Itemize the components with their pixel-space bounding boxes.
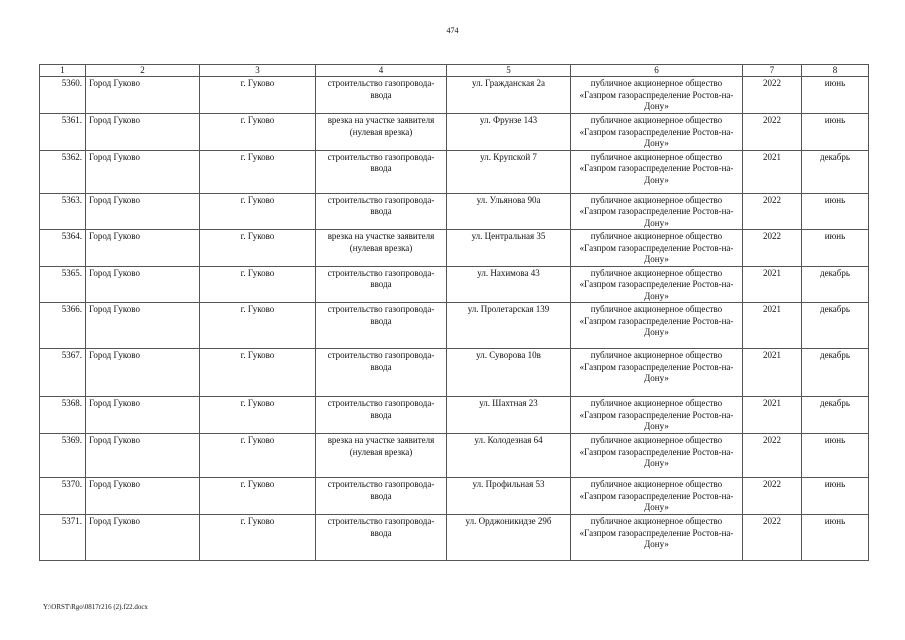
municipality-cell: Город Гуково bbox=[86, 230, 200, 267]
settlement-cell: г. Гуково bbox=[200, 150, 316, 193]
row-number: 5363. bbox=[40, 193, 86, 230]
address-cell: ул. Нахимова 43 bbox=[447, 266, 571, 303]
organization-cell: публичное акционерное общество «Газпром газораспределение Ростов-на-Дону» bbox=[571, 114, 743, 151]
month-cell: июнь bbox=[802, 77, 869, 114]
month-cell: декабрь bbox=[802, 303, 869, 349]
work-type-cell: строительство газопровода-ввода bbox=[316, 303, 447, 349]
year-cell: 2022 bbox=[743, 434, 802, 478]
work-type-cell: врезка на участке заявителя (нулевая врезка) bbox=[316, 114, 447, 151]
year-cell: 2021 bbox=[743, 397, 802, 434]
address-cell: ул. Ульянова 90а bbox=[447, 193, 571, 230]
registry-table bbox=[39, 64, 869, 561]
table-row bbox=[40, 434, 869, 478]
municipality-cell: Город Гуково bbox=[86, 114, 200, 151]
settlement-cell: г. Гуково bbox=[200, 230, 316, 267]
column-header: 8 bbox=[802, 65, 869, 77]
table-row bbox=[40, 349, 869, 397]
municipality-cell: Город Гуково bbox=[86, 478, 200, 515]
column-header: 3 bbox=[200, 65, 316, 77]
address-cell: ул. Пролетарская 139 bbox=[447, 303, 571, 349]
row-number: 5361. bbox=[40, 114, 86, 151]
address-cell: ул. Профильная 53 bbox=[447, 478, 571, 515]
municipality-cell: Город Гуково bbox=[86, 397, 200, 434]
month-cell: июнь bbox=[802, 515, 869, 561]
table-row bbox=[40, 77, 869, 114]
settlement-cell: г. Гуково bbox=[200, 515, 316, 561]
column-header: 4 bbox=[316, 65, 447, 77]
address-cell: ул. Центральная 35 bbox=[447, 230, 571, 267]
organization-cell: публичное акционерное общество «Газпром газораспределение Ростов-на-Дону» bbox=[571, 478, 743, 515]
table-row bbox=[40, 515, 869, 561]
row-number: 5369. bbox=[40, 434, 86, 478]
month-cell: июнь bbox=[802, 478, 869, 515]
year-cell: 2021 bbox=[743, 266, 802, 303]
row-number: 5370. bbox=[40, 478, 86, 515]
row-number: 5360. bbox=[40, 77, 86, 114]
work-type-cell: строительство газопровода-ввода bbox=[316, 349, 447, 397]
work-type-cell: строительство газопровода-ввода bbox=[316, 77, 447, 114]
month-cell: июнь bbox=[802, 434, 869, 478]
footer-file-path: Y:\ORST\Rgo\0817r216 (2).f22.docx bbox=[43, 603, 148, 611]
table-row bbox=[40, 303, 869, 349]
work-type-cell: врезка на участке заявителя (нулевая врезка) bbox=[316, 434, 447, 478]
organization-cell: публичное акционерное общество «Газпром газораспределение Ростов-на-Дону» bbox=[571, 434, 743, 478]
row-number: 5365. bbox=[40, 266, 86, 303]
table-row bbox=[40, 150, 869, 193]
organization-cell: публичное акционерное общество «Газпром газораспределение Ростов-на-Дону» bbox=[571, 349, 743, 397]
row-number: 5366. bbox=[40, 303, 86, 349]
header-row bbox=[40, 65, 869, 77]
year-cell: 2021 bbox=[743, 150, 802, 193]
work-type-cell: строительство газопровода-ввода bbox=[316, 397, 447, 434]
address-cell: ул. Крупской 7 bbox=[447, 150, 571, 193]
year-cell: 2022 bbox=[743, 193, 802, 230]
row-number: 5368. bbox=[40, 397, 86, 434]
month-cell: июнь bbox=[802, 230, 869, 267]
municipality-cell: Город Гуково bbox=[86, 434, 200, 478]
address-cell: ул. Гражданская 2а bbox=[447, 77, 571, 114]
settlement-cell: г. Гуково bbox=[200, 478, 316, 515]
table-row bbox=[40, 266, 869, 303]
work-type-cell: строительство газопровода-ввода bbox=[316, 515, 447, 561]
work-type-cell: строительство газопровода-ввода bbox=[316, 193, 447, 230]
address-cell: ул. Колодезная 64 bbox=[447, 434, 571, 478]
address-cell: ул. Фрунзе 143 bbox=[447, 114, 571, 151]
column-header: 5 bbox=[447, 65, 571, 77]
year-cell: 2021 bbox=[743, 303, 802, 349]
organization-cell: публичное акционерное общество «Газпром газораспределение Ростов-на-Дону» bbox=[571, 303, 743, 349]
page-number: 474 bbox=[446, 26, 459, 35]
row-number: 5362. bbox=[40, 150, 86, 193]
month-cell: декабрь bbox=[802, 266, 869, 303]
municipality-cell: Город Гуково bbox=[86, 266, 200, 303]
municipality-cell: Город Гуково bbox=[86, 77, 200, 114]
month-cell: июнь bbox=[802, 193, 869, 230]
organization-cell: публичное акционерное общество «Газпром газораспределение Ростов-на-Дону» bbox=[571, 515, 743, 561]
organization-cell: публичное акционерное общество «Газпром газораспределение Ростов-на-Дону» bbox=[571, 266, 743, 303]
row-number: 5371. bbox=[40, 515, 86, 561]
organization-cell: публичное акционерное общество «Газпром газораспределение Ростов-на-Дону» bbox=[571, 230, 743, 267]
year-cell: 2022 bbox=[743, 478, 802, 515]
municipality-cell: Город Гуково bbox=[86, 515, 200, 561]
settlement-cell: г. Гуково bbox=[200, 303, 316, 349]
work-type-cell: строительство газопровода-ввода bbox=[316, 266, 447, 303]
municipality-cell: Город Гуково bbox=[86, 349, 200, 397]
settlement-cell: г. Гуково bbox=[200, 434, 316, 478]
month-cell: декабрь bbox=[802, 397, 869, 434]
month-cell: декабрь bbox=[802, 150, 869, 193]
row-number: 5367. bbox=[40, 349, 86, 397]
work-type-cell: строительство газопровода-ввода bbox=[316, 150, 447, 193]
organization-cell: публичное акционерное общество «Газпром газораспределение Ростов-на-Дону» bbox=[571, 193, 743, 230]
year-cell: 2022 bbox=[743, 515, 802, 561]
year-cell: 2022 bbox=[743, 114, 802, 151]
table-row bbox=[40, 193, 869, 230]
table-row bbox=[40, 114, 869, 151]
month-cell: июнь bbox=[802, 114, 869, 151]
table-row bbox=[40, 397, 869, 434]
month-cell: декабрь bbox=[802, 349, 869, 397]
year-cell: 2022 bbox=[743, 230, 802, 267]
table-row bbox=[40, 230, 869, 267]
organization-cell: публичное акционерное общество «Газпром газораспределение Ростов-на-Дону» bbox=[571, 77, 743, 114]
municipality-cell: Город Гуково bbox=[86, 150, 200, 193]
work-type-cell: строительство газопровода-ввода bbox=[316, 478, 447, 515]
address-cell: ул. Шахтная 23 bbox=[447, 397, 571, 434]
year-cell: 2021 bbox=[743, 349, 802, 397]
column-header: 7 bbox=[743, 65, 802, 77]
column-header: 2 bbox=[86, 65, 200, 77]
column-header: 6 bbox=[571, 65, 743, 77]
municipality-cell: Город Гуково bbox=[86, 303, 200, 349]
organization-cell: публичное акционерное общество «Газпром газораспределение Ростов-на-Дону» bbox=[571, 150, 743, 193]
settlement-cell: г. Гуково bbox=[200, 266, 316, 303]
settlement-cell: г. Гуково bbox=[200, 193, 316, 230]
settlement-cell: г. Гуково bbox=[200, 77, 316, 114]
address-cell: ул. Суворова 10в bbox=[447, 349, 571, 397]
settlement-cell: г. Гуково bbox=[200, 349, 316, 397]
settlement-cell: г. Гуково bbox=[200, 114, 316, 151]
year-cell: 2022 bbox=[743, 77, 802, 114]
settlement-cell: г. Гуково bbox=[200, 397, 316, 434]
organization-cell: публичное акционерное общество «Газпром газораспределение Ростов-на-Дону» bbox=[571, 397, 743, 434]
table-row bbox=[40, 478, 869, 515]
column-header: 1 bbox=[40, 65, 86, 77]
work-type-cell: врезка на участке заявителя (нулевая врезка) bbox=[316, 230, 447, 267]
municipality-cell: Город Гуково bbox=[86, 193, 200, 230]
row-number: 5364. bbox=[40, 230, 86, 267]
address-cell: ул. Орджоникидзе 29б bbox=[447, 515, 571, 561]
